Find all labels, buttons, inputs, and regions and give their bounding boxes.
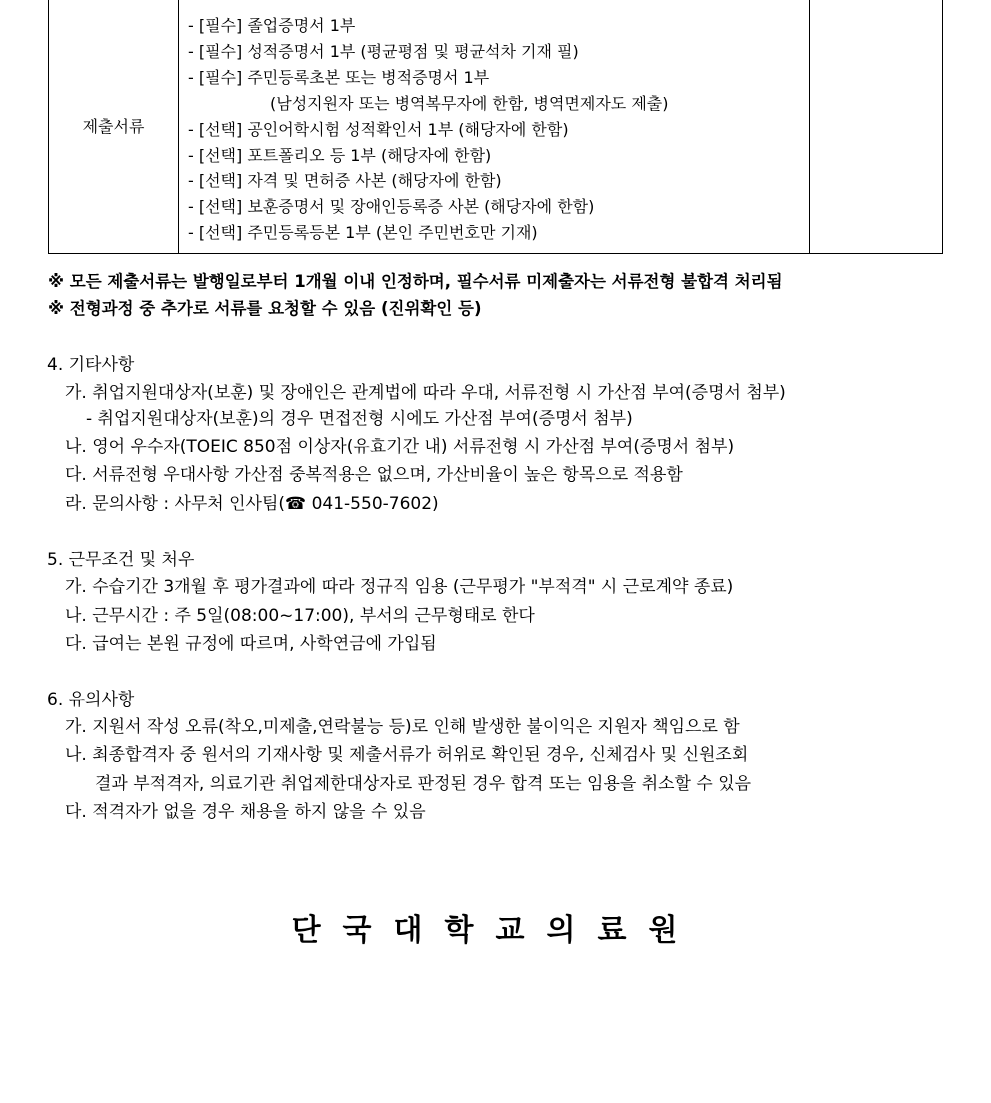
section-line: 나. 최종합격자 중 원서의 기재사항 및 제출서류가 허위로 확인된 경우, 신체검사 및 신원조회 <box>65 745 749 765</box>
section-line: 나. 영어 우수자(TOEIC 850점 이상자(유효기간 내) 서류전형 시 가산점 부여(증명서 첨부) <box>65 437 735 457</box>
section-line: 다. 적격자가 없을 경우 채용을 하지 않을 수 있음 <box>65 802 426 822</box>
section-line: 가. 취업지원대상자(보훈) 및 장애인은 관계법에 따라 우대, 서류전형 시 가산점 부여(증명서 첨부) <box>65 383 786 403</box>
table-item: - [선택] 공인어학시험 성적확인서 1부 (해당자에 한함) <box>188 120 569 139</box>
section-line: 나. 근무시간 : 주 5일(08:00~17:00), 부서의 근무형태로 한다 <box>65 606 535 626</box>
section-line: - 취업지원대상자(보훈)의 경우 면접전형 시에도 가산점 부여(증명서 첨부) <box>86 409 633 429</box>
table-item: (남성지원자 또는 병역복무자에 한함, 병역면제자도 제출) <box>270 94 669 113</box>
section-line: 다. 서류전형 우대사항 가산점 중복적용은 없으며, 가산비율이 높은 항목으로 적용함 <box>65 465 683 485</box>
section-line: 다. 급여는 본원 규정에 따르며, 사학연금에 가입됨 <box>65 634 437 654</box>
table-item: - [선택] 보훈증명서 및 장애인등록증 사본 (해당자에 한함) <box>188 197 595 216</box>
table-label: 제출서류 <box>82 117 145 136</box>
table-item: - [선택] 포트폴리오 등 1부 (해당자에 한함) <box>188 146 492 165</box>
table-item: - [선택] 자격 및 면허증 사본 (해당자에 한함) <box>188 171 502 190</box>
documents-table <box>48 0 943 254</box>
section-heading: 5. 근무조건 및 처우 <box>47 550 195 570</box>
section-line: 가. 지원서 작성 오류(착오,미제출,연락불능 등)로 인해 발생한 불이익은 지원자 책임으로 함 <box>65 717 740 737</box>
organization-name: 단국대학교의료원 <box>291 913 700 948</box>
section-line: 가. 수습기간 3개월 후 평가결과에 따라 정규직 임용 (근무평가 "부적격" 시 근로계약 종료) <box>65 577 734 597</box>
table-item: - [선택] 주민등록등본 1부 (본인 주민번호만 기재) <box>188 223 538 242</box>
table-label-cell <box>49 0 179 253</box>
table-items-cell <box>178 0 810 253</box>
note-line: ※ 전형과정 중 추가로 서류를 요청할 수 있음 (진위확인 등) <box>48 299 482 318</box>
table-item: - [필수] 성적증명서 1부 (평균평점 및 평균석차 기재 필) <box>188 42 579 61</box>
section-line: 라. 문의사항 : 사무처 인사팀(☎ 041-550-7602) <box>65 494 439 514</box>
table-empty-cell <box>809 0 942 253</box>
note-line: ※ 모든 제출서류는 발행일로부터 1개월 이내 인정하며, 필수서류 미제출자는 서류전형 불합격 처리됨 <box>48 272 783 291</box>
section-heading: 6. 유의사항 <box>47 690 135 710</box>
table-item: - [필수] 주민등록초본 또는 병적증명서 1부 <box>188 68 490 87</box>
section-heading: 4. 기타사항 <box>47 355 135 375</box>
table-item: - [필수] 졸업증명서 1부 <box>188 16 356 35</box>
section-line: 결과 부적격자, 의료기관 취업제한대상자로 판정된 경우 합격 또는 임용을 취소할 수 있음 <box>95 774 752 794</box>
